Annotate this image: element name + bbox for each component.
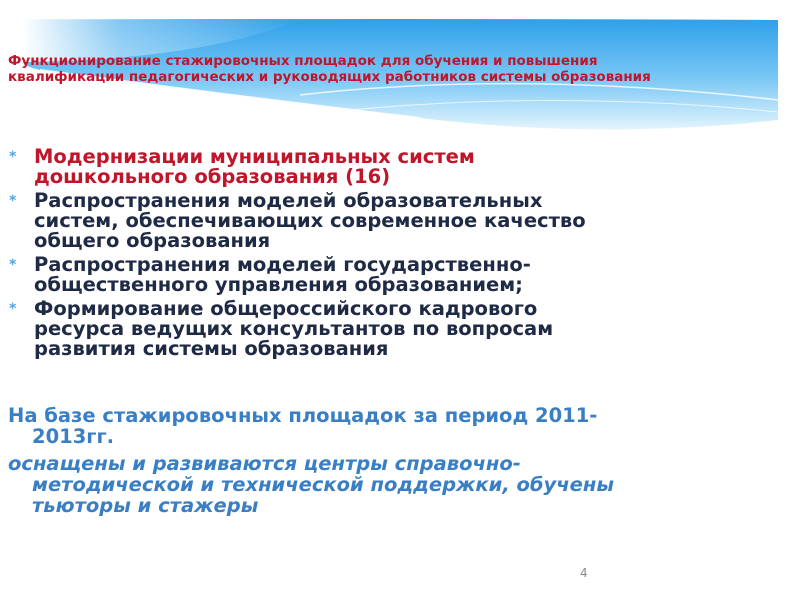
bullet-list: [0, 147, 780, 363]
paragraph-line: методической и технической поддержки, обучены: [32, 473, 614, 496]
bullet-line: систем, обеспечивающих современное качество: [34, 209, 586, 232]
bullet-item: [0, 299, 780, 359]
paragraph-line: тьюторы и стажеры: [32, 494, 259, 517]
bullet-item: [0, 147, 780, 187]
slide-title-line: квалификации педагогических и руководящих работников системы образования: [8, 69, 651, 85]
bullet-star-icon: *: [9, 149, 17, 165]
bullet-line: общего образования: [34, 229, 271, 252]
period-paragraph: [8, 405, 792, 447]
bullet-line: Формирование общероссийского кадрового: [34, 297, 538, 320]
bullet-star-icon: *: [9, 257, 17, 273]
bullet-star-icon: *: [9, 193, 17, 209]
bullet-line: дошкольного образования (16): [34, 165, 391, 188]
bullet-line: общественного управления образованием;: [34, 273, 523, 296]
paragraph-line: 2013гг.: [32, 425, 115, 448]
slide-title-line: Функционирование стажировочных площадок для обучения и повышения: [8, 53, 598, 69]
bullet-line: ресурса ведущих консультантов по вопросам: [34, 317, 554, 340]
bullet-line: развития системы образования: [34, 337, 389, 360]
bullet-star-icon: *: [9, 301, 17, 317]
bullet-line: Модернизации муниципальных систем: [34, 145, 475, 168]
results-paragraph: [8, 453, 792, 516]
page-number: 4: [580, 566, 588, 580]
slide-title: [8, 53, 788, 85]
bullet-line: Распространения моделей государственно-: [34, 253, 531, 276]
paragraph-line: На базе стажировочных площадок за период 2011-: [8, 404, 598, 427]
bullet-line: Распространения моделей образовательных: [34, 189, 543, 212]
bullet-item: [0, 255, 780, 295]
paragraph-line: оснащены и развиваются центры справочно-: [8, 452, 521, 475]
bullet-item: [0, 191, 780, 251]
